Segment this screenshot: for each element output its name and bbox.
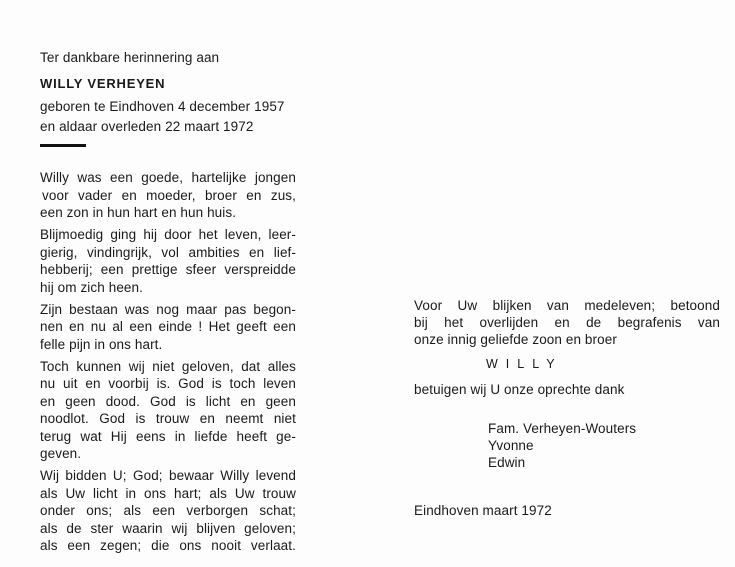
poem-line: voor vader en moeder, broer en zus, <box>42 188 296 203</box>
family-name: Fam. Verheyen-Wouters <box>488 421 637 436</box>
poem-line: Zijn bestaan was nog maar pas begon- <box>40 302 296 317</box>
deceased-name: WILLY VERHEYEN <box>40 76 166 91</box>
family-member: Edwin <box>488 455 526 470</box>
poem-line: onder ons; als een verborgen schat; <box>40 503 296 518</box>
poem-line: nu uit en voorbij is. God is toch leven <box>40 376 296 391</box>
divider <box>40 144 86 147</box>
birth-text: geboren te Eindhoven 4 december 1957 <box>40 99 285 114</box>
death-text: en aldaar overleden 22 maart 1972 <box>40 119 254 134</box>
poem-line: noodlot. God is trouw en neemt niet <box>40 411 296 426</box>
poem-line: en geen dood. God is licht en geen <box>40 394 296 409</box>
thanks-line: onze innig geliefde zoon en broer <box>414 332 617 347</box>
poem-line: geven. <box>40 446 82 461</box>
poem-line: terug wat Hij eens in liefde heeft ge- <box>40 429 296 444</box>
thanks-name: WILLY <box>486 357 563 371</box>
poem-line: Blijmoedig ging hij door het leven, leer- <box>40 227 296 242</box>
place-date: Eindhoven maart 1972 <box>414 503 552 518</box>
poem-line: Wij bidden U; God; bewaar Willy levend <box>40 468 296 483</box>
poem-line: gierig, vindingrijk, vol ambities en lief- <box>40 245 296 260</box>
poem-line: nen en nu al een einde ! Het geeft een <box>40 319 296 334</box>
poem-line: felle pijn in ons hart. <box>40 337 163 352</box>
poem-line: als Uw licht in ons hart; als Uw trouw <box>40 486 296 501</box>
gratitude-text: betuigen wij U onze oprechte dank <box>414 382 625 397</box>
thanks-line: Voor Uw blijken van medeleven; betoond <box>414 298 720 313</box>
poem-line: een zon in hun hart en hun huis. <box>40 205 237 220</box>
poem-line: als de ster waarin wij blijven geloven; <box>40 521 296 536</box>
intro-text: Ter dankbare herinnering aan <box>40 50 220 65</box>
poem-line: hij om zich heen. <box>40 280 144 295</box>
poem-line: als een zegen; die ons nooit verlaat. <box>40 538 296 553</box>
thanks-line: bij het overlijden en de begrafenis van <box>414 315 720 330</box>
poem-line: Willy was een goede, hartelijke jongen <box>40 170 296 185</box>
poem-line: hebberij; een prettige sfeer verspreidde <box>40 262 296 277</box>
family-member: Yvonne <box>488 438 534 453</box>
poem-line: Toch kunnen wij niet geloven, dat alles <box>40 359 296 374</box>
